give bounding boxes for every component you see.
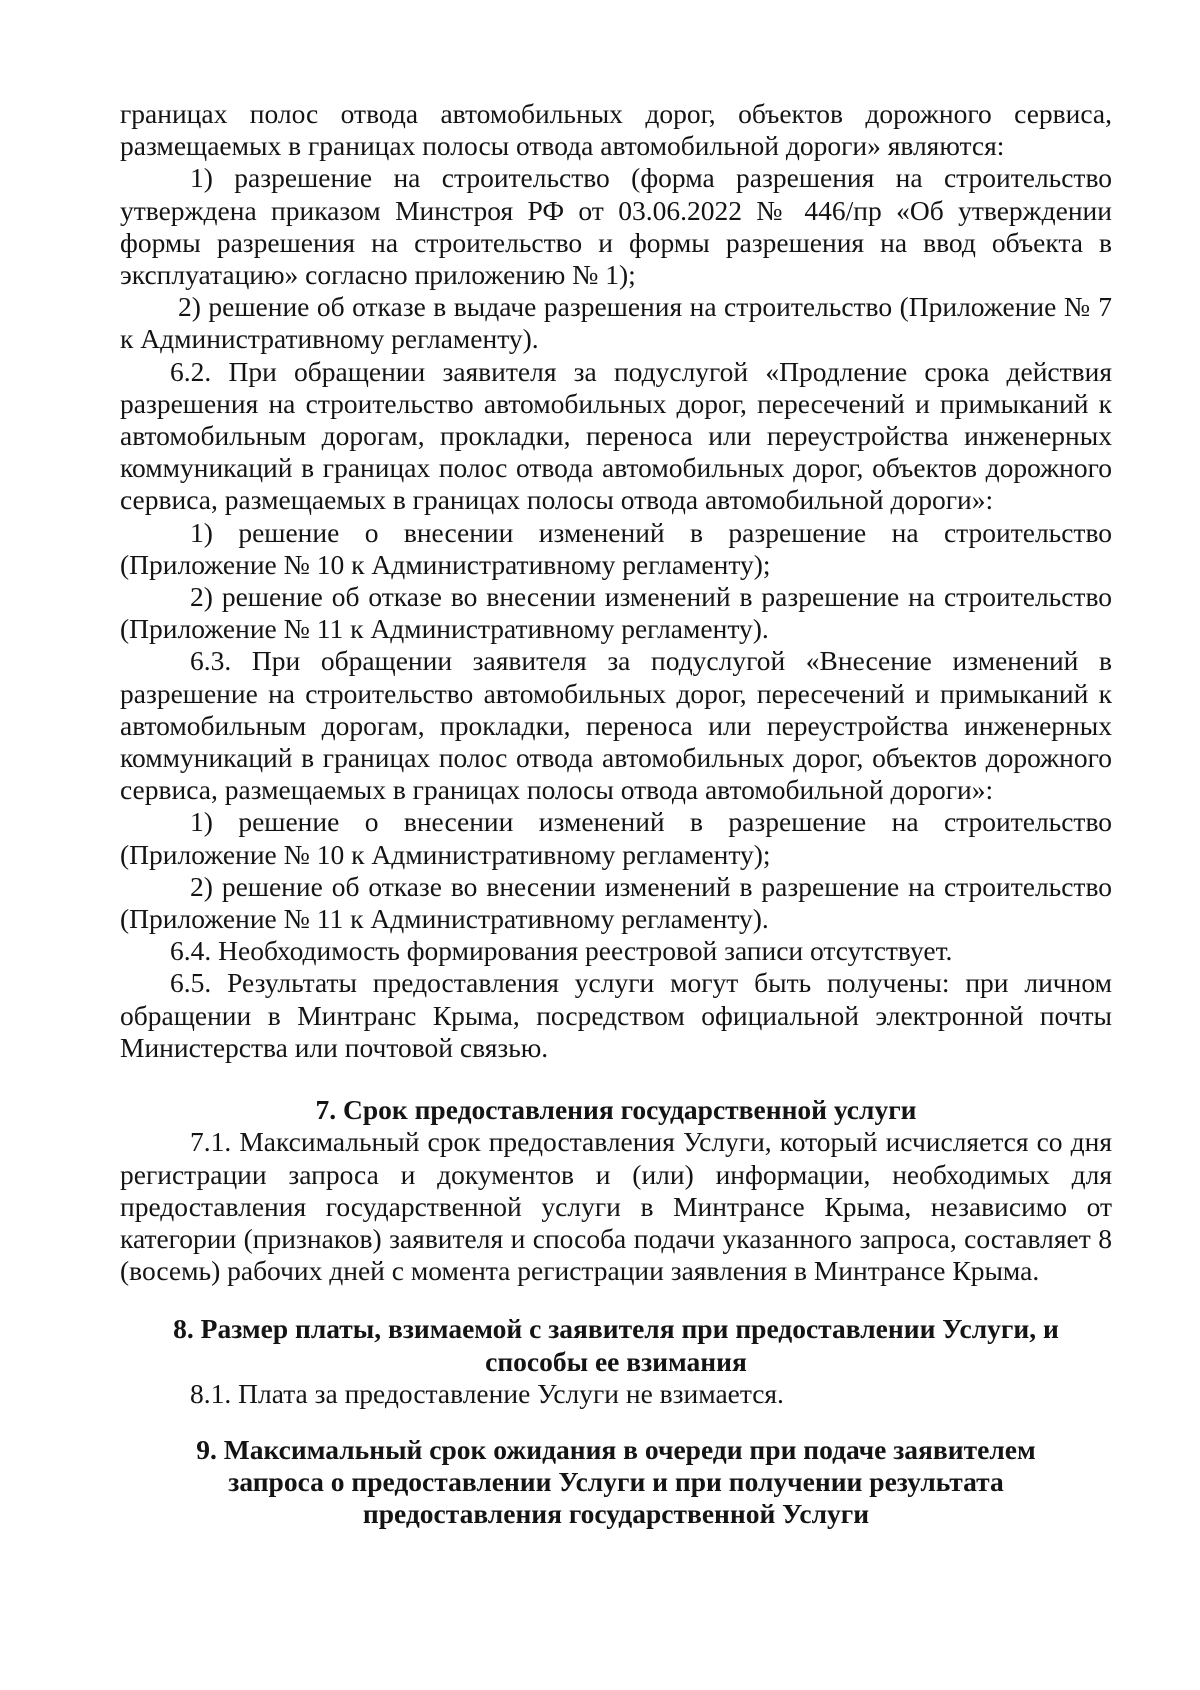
item-6-3-1: 1) решение о внесении изменений в разрешение на строительство (Приложение № 10 к Административному регламенту);	[120, 806, 1112, 870]
item-6-3-2: 2) решение об отказе во внесении изменений в разрешение на строительство (Приложение № 11 к Административному регламенту).	[120, 870, 1112, 935]
heading-section-7: 7. Срок предоставления государственной услуги	[315, 1094, 917, 1126]
section-6-2: 6.2. При обращении заявителя за подуслугой «Продление срока действия разрешения на строительство автомобильных дорог, пересечений и примыканий к автомобильным дорогам, прокладки, переноса или переустройства инженерных коммуникаций в границах полос отвода автомобильных дорог, объектов дорожного сервиса, размещаемых в границах полосы отвода автомобильной дороги»:	[120, 355, 1112, 516]
heading-section-9-line-3: предоставления государственной Услуги	[362, 1498, 870, 1530]
item-6-1-1: 1) разрешение на строительство (форма разрешения на строительство утверждена приказом Минстроя РФ от 03.06.2022 № 446/пр «Об утверждении формы разрешения на строительство и формы разрешения на ввод объекта в эксплуатацию» согласно приложению № 1);	[120, 162, 1112, 291]
item-6-1-2: 2) решение об отказе в выдаче разрешения на строительство (Приложение № 7 к Административному регламенту).	[120, 291, 1112, 355]
spacer	[120, 1064, 1112, 1094]
section-8-1: 8.1. Плата за предоставление Услуги не взимается.	[190, 1377, 784, 1409]
spacer	[120, 1287, 1112, 1313]
heading-section-8-line-2: способы ее взимания	[485, 1345, 747, 1377]
section-6-4: 6.4. Необходимость формирования реестровой записи отсутствует.	[170, 935, 953, 967]
spacer	[120, 1410, 1112, 1434]
heading-section-9-line-2: запроса о предоставлении Услуги и при получении результата	[228, 1466, 1004, 1498]
heading-section-8-line-1: 8. Размер платы, взимаемой с заявителя при предоставлении Услуги, и	[173, 1313, 1059, 1345]
section-6-3: 6.3. При обращении заявителя за подуслугой «Внесение изменений в разрешение на строительство автомобильных дорог, пересечений и примыканий к автомобильным дорогам, прокладки, переноса или переустройства инженерных коммуникаций в границах полос отвода автомобильных дорог, объектов дорожного сервиса, размещаемых в границах полосы отвода автомобильной дороги»:	[120, 645, 1112, 806]
item-6-2-2: 2) решение об отказе во внесении изменений в разрешение на строительство (Приложение № 11 к Административному регламенту).	[120, 581, 1112, 645]
section-7-1: 7.1. Максимальный срок предоставления Услуги, который исчисляется со дня регистрации запроса и документов и (или) информации, необходимых для предоставления государственной услуги в Минтрансе Крыма, независимо от категории (признаков) заявителя и способа подачи указанного запроса, составляет 8 (восемь) рабочих дней с момента регистрации заявления в Минтрансе Крыма.	[120, 1126, 1112, 1287]
opening-paragraph: границах полос отвода автомобильных дорог, объектов дорожного сервиса, размещаемых в границах полосы отвода автомобильной дороги» являются:	[120, 98, 1112, 162]
section-6-5: 6.5. Результаты предоставления услуги могут быть получены: при личном обращении в Минтранс Крыма, посредством официальной электронной почты Министерства или почтовой связью.	[120, 967, 1112, 1063]
heading-section-9-line-1: 9. Максимальный срок ожидания в очереди при подаче заявителем	[196, 1433, 1036, 1465]
item-6-2-1: 1) решение о внесении изменений в разрешение на строительство (Приложение № 10 к Административному регламенту);	[120, 516, 1112, 580]
document-page	[120, 98, 1112, 1531]
